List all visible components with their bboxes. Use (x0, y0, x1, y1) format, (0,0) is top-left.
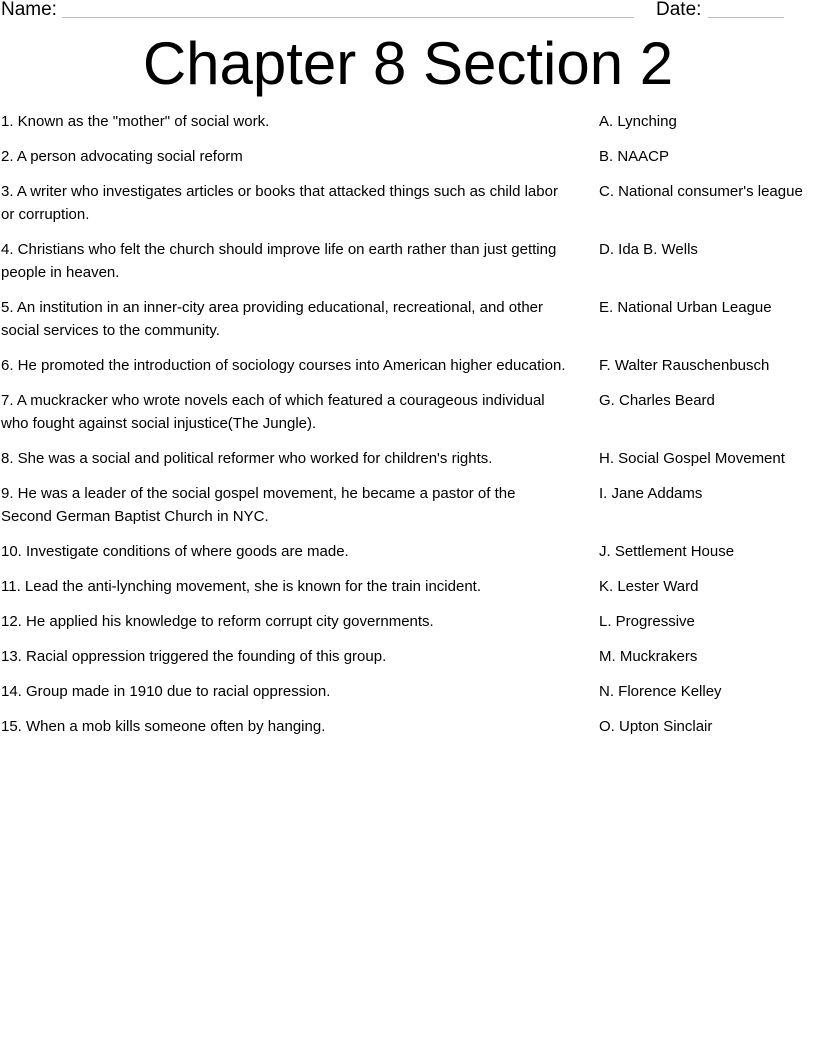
matching-row (0, 389, 816, 435)
question-text: 13. Racial oppression triggered the founding of this group. (1, 648, 387, 665)
answer-option: I. Jane Addams (599, 485, 703, 502)
header-row (0, 0, 816, 24)
answer-option: D. Ida B. Wells (599, 241, 698, 258)
matching-row (0, 180, 816, 226)
matching-row (0, 238, 816, 284)
matching-row (0, 645, 816, 668)
answer-option: O. Upton Sinclair (599, 718, 713, 735)
answer-option: L. Progressive (599, 613, 695, 630)
question-text: 3. A writer who investigates articles or books that attacked things such as child labor or corruption. (1, 183, 558, 223)
name-label: Name: (1, 0, 57, 20)
question-text: 7. A muckracker who wrote novels each of which featured a courageous individual who fought against social injustice(The Jungle). (1, 392, 545, 432)
matching-row (0, 145, 816, 168)
question-text: 9. He was a leader of the social gospel movement, he became a pastor of the Second German Baptist Church in NYC. (1, 485, 516, 525)
answer-option: K. Lester Ward (599, 578, 699, 595)
page-title: Chapter 8 Section 2 (142, 30, 674, 97)
answer-option: E. National Urban League (599, 299, 772, 316)
question-text: 8. She was a social and political reformer who worked for children's rights. (1, 450, 493, 467)
question-text: 10. Investigate conditions of where goods are made. (1, 543, 349, 560)
question-text: 6. He promoted the introduction of sociology courses into American higher education. (1, 357, 566, 374)
question-text: 12. He applied his knowledge to reform corrupt city governments. (1, 613, 434, 630)
question-text: 4. Christians who felt the church should improve life on earth rather than just getting people in heaven. (1, 241, 557, 281)
answer-option: B. NAACP (599, 148, 670, 165)
answer-option: G. Charles Beard (599, 392, 715, 409)
matching-list (0, 110, 816, 750)
question-text: 2. A person advocating social reform (1, 148, 243, 165)
matching-row (0, 680, 816, 703)
answer-option: N. Florence Kelley (599, 683, 722, 700)
question-text: 15. When a mob kills someone often by hanging. (1, 718, 326, 735)
matching-row (0, 110, 816, 133)
answer-option: M. Muckrakers (599, 648, 698, 665)
answer-option: J. Settlement House (599, 543, 735, 560)
answer-option: A. Lynching (599, 113, 677, 130)
date-label: Date: (656, 0, 702, 20)
matching-row (0, 575, 816, 598)
matching-row (0, 610, 816, 633)
question-text: 5. An institution in an inner-city area providing educational, recreational, and other social services to the community. (1, 299, 543, 339)
answer-option: F. Walter Rauschenbusch (599, 357, 770, 374)
answer-option: C. National consumer's league (599, 183, 803, 200)
date-blank-line[interactable] (708, 17, 784, 18)
matching-row (0, 447, 816, 470)
matching-row (0, 354, 816, 377)
matching-row (0, 482, 816, 528)
matching-row (0, 715, 816, 738)
answer-option: H. Social Gospel Movement (599, 450, 785, 467)
question-text: 1. Known as the "mother" of social work. (1, 113, 270, 130)
question-text: 11. Lead the anti-lynching movement, she is known for the train incident. (1, 578, 481, 595)
question-text: 14. Group made in 1910 due to racial oppression. (1, 683, 331, 700)
name-blank-line[interactable] (62, 17, 634, 18)
matching-row (0, 296, 816, 342)
matching-row (0, 540, 816, 563)
